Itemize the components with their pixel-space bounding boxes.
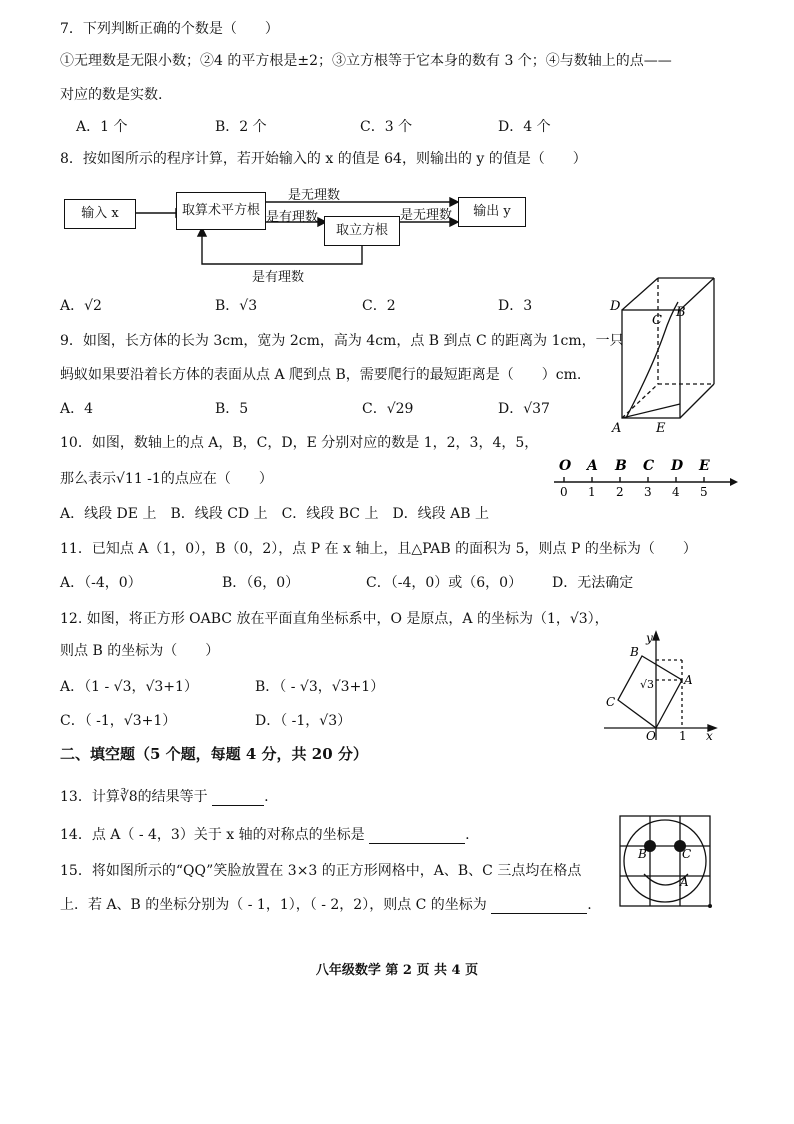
q13-answer-blank[interactable]	[212, 791, 264, 806]
q9-option-d: D．√37	[498, 401, 550, 417]
q10-line2-pre: 那么表示	[60, 471, 116, 487]
q10-line2	[60, 470, 273, 488]
q10-axis-letter: C	[643, 458, 655, 474]
q10-axis-letter: O	[559, 458, 572, 474]
q12-label-o: O	[646, 729, 656, 743]
q15-label-b: B	[638, 847, 647, 861]
q10-options: A．线段 DE 上 B．线段 CD 上 C．线段 BC 上 D．线段 AB 上	[60, 506, 489, 522]
page-footer: 八年级数学 第 2 页 共 4 页	[315, 963, 479, 978]
q12-label-b: B	[630, 645, 639, 659]
q11-option-d: D．无法确定	[552, 575, 634, 591]
q13-expression: ∛8	[119, 789, 138, 805]
q10-axis-number: 1	[588, 485, 596, 499]
q12-label-y: y	[646, 631, 653, 645]
q11-option-a: A．（-4，0）	[60, 575, 142, 591]
flow-sqrt-box: 取算术平方根	[176, 192, 266, 230]
q13-pre: 13．计算	[60, 789, 120, 805]
q10-axis-number: 4	[672, 485, 680, 499]
q14-line: 14．点 A（ - 4，3）关于 x 轴的对称点的坐标是 .	[60, 827, 470, 843]
q8-option-b: B．√3	[215, 298, 258, 314]
q10-axis-letter: A	[587, 458, 598, 474]
q15-line1: 15．将如图所示的“QQ”笑脸放置在 3×3 的正方形网格中，A、B、C 三点均在格点	[60, 863, 582, 879]
q7-option-b: B．2 个	[215, 119, 267, 135]
q11-option-b: B．（6，0）	[222, 575, 300, 591]
q10-axis-number: 3	[644, 485, 652, 499]
q14-text: 14．点 A（ - 4，3）关于 x 轴的对称点的坐标是	[60, 827, 365, 843]
flow-irrational-right: 是无理数	[400, 208, 453, 223]
q15-line2: 上．若 A、B 的坐标分别为（ - 1，1），（ - 2，2），则点 C 的坐标为	[60, 897, 487, 913]
q12-label-x: x	[706, 729, 713, 743]
q10-axis-number: 5	[700, 485, 708, 499]
q9-line2: 蚂蚁如果要沿着长方体的表面从点 A 爬到点 B，需要爬行的最短距离是（ ）cm.	[60, 367, 582, 383]
q10-number-line	[550, 454, 740, 504]
section2-heading: 二、填空题（5 个题，每题 4 分，共 20 分）	[60, 745, 368, 763]
q15-line2-wrap: 上．若 A、B 的坐标分别为（ - 1，1），（ - 2，2），则点 C 的坐标为 .	[60, 897, 592, 913]
q13-post: 的结果等于	[137, 789, 208, 805]
q7-option-a: A．1 个	[76, 119, 128, 135]
q10-axis-letter: E	[699, 458, 710, 474]
q8-option-a: A．√2	[60, 298, 102, 314]
q12-coordinate-figure	[596, 628, 720, 744]
flow-rational-mid: 是有理数	[266, 210, 319, 225]
q11-stem: 11．已知点 A（1，0），B（0，2），点 P 在 x 轴上，且△PAB 的面积为 5，则点 P 的坐标为（ ）	[60, 541, 697, 557]
q11-option-c: C．（-4，0）或（6，0）	[366, 575, 523, 591]
q13-line: 13．计算∛8的结果等于 .	[60, 789, 269, 805]
q12-option-b: B．（ - √3，√3+1）	[255, 679, 385, 695]
q12-option-d: D．（ -1，√3）	[255, 713, 352, 729]
q15-label-a: A	[680, 875, 689, 889]
q7-line1: ①无理数是无限小数；②4 的平方根是±2；③立方根等于它本身的数有 3 个；④与数轴上的点——	[60, 53, 672, 69]
flow-cbrt-box: 取立方根	[324, 216, 400, 246]
q12-line1: 12. 如图，将正方形 OABC 放在平面直角坐标系中，O 是原点，A 的坐标为（1，√3），	[60, 611, 609, 627]
q10-axis-number: 0	[560, 485, 568, 499]
q9-option-c: C．√29	[362, 401, 414, 417]
q12-option-a: A．（1 - √3，√3+1）	[60, 679, 198, 695]
q9-option-a: A．4	[60, 401, 94, 417]
q10-line2-post: 的点应在（ ）	[160, 471, 273, 487]
q12-label-a: A	[684, 673, 693, 687]
q12-label-c: C	[606, 695, 616, 709]
q12-line2: 则点 B 的坐标为（ ）	[60, 643, 220, 659]
flow-input-box: 输入 x	[64, 199, 136, 229]
q7-option-c: C．3 个	[360, 119, 413, 135]
q10-axis-letter: B	[615, 458, 627, 474]
q10-line1: 10．如图，数轴上的点 A，B，C，D，E 分别对应的数是 1，2，3，4，5，	[60, 435, 539, 451]
q12-option-c: C．（ -1，√3+1）	[60, 713, 177, 729]
q10-expression: √11 -1	[116, 471, 161, 487]
q9-option-b: B．5	[215, 401, 249, 417]
q7-option-d: D．4 个	[498, 119, 551, 135]
q9-label-a: A	[612, 421, 622, 436]
q15-label-c: C	[682, 847, 692, 861]
flow-irrational-top: 是无理数	[288, 188, 341, 203]
flow-rational-loop: 是有理数	[252, 270, 305, 285]
q9-label-c: C	[652, 313, 662, 328]
q12-label-1: 1	[679, 729, 687, 743]
q8-option-c: C．2	[362, 298, 396, 314]
q10-axis-number: 2	[616, 485, 624, 499]
q7-stem: 7．下列判断正确的个数是（ ）	[60, 21, 279, 37]
q9-label-e: E	[656, 421, 666, 436]
q9-label-d: D	[610, 299, 621, 314]
q7-line2: 对应的数是实数.	[60, 87, 163, 103]
q15-smiley-grid	[616, 812, 716, 916]
q8-stem: 8．按如图所示的程序计算，若开始输入的 x 的值是 64，则输出的 y 的值是（ ）	[60, 151, 587, 167]
q14-answer-blank[interactable]	[369, 829, 465, 844]
q9-label-b: B	[676, 305, 686, 320]
q9-line1: 9．如图，长方体的长为 3cm，宽为 2cm，高为 4cm，点 B 到点 C 的距离为 1cm，一只	[60, 333, 624, 349]
q15-answer-blank[interactable]	[491, 899, 587, 914]
q10-axis-letter: D	[671, 458, 684, 474]
q8-option-d: D．3	[498, 298, 533, 314]
q12-label-sqrt3: √3	[640, 678, 655, 691]
flow-output-box: 输出 y	[458, 197, 526, 227]
q9-cuboid-figure	[606, 272, 726, 436]
